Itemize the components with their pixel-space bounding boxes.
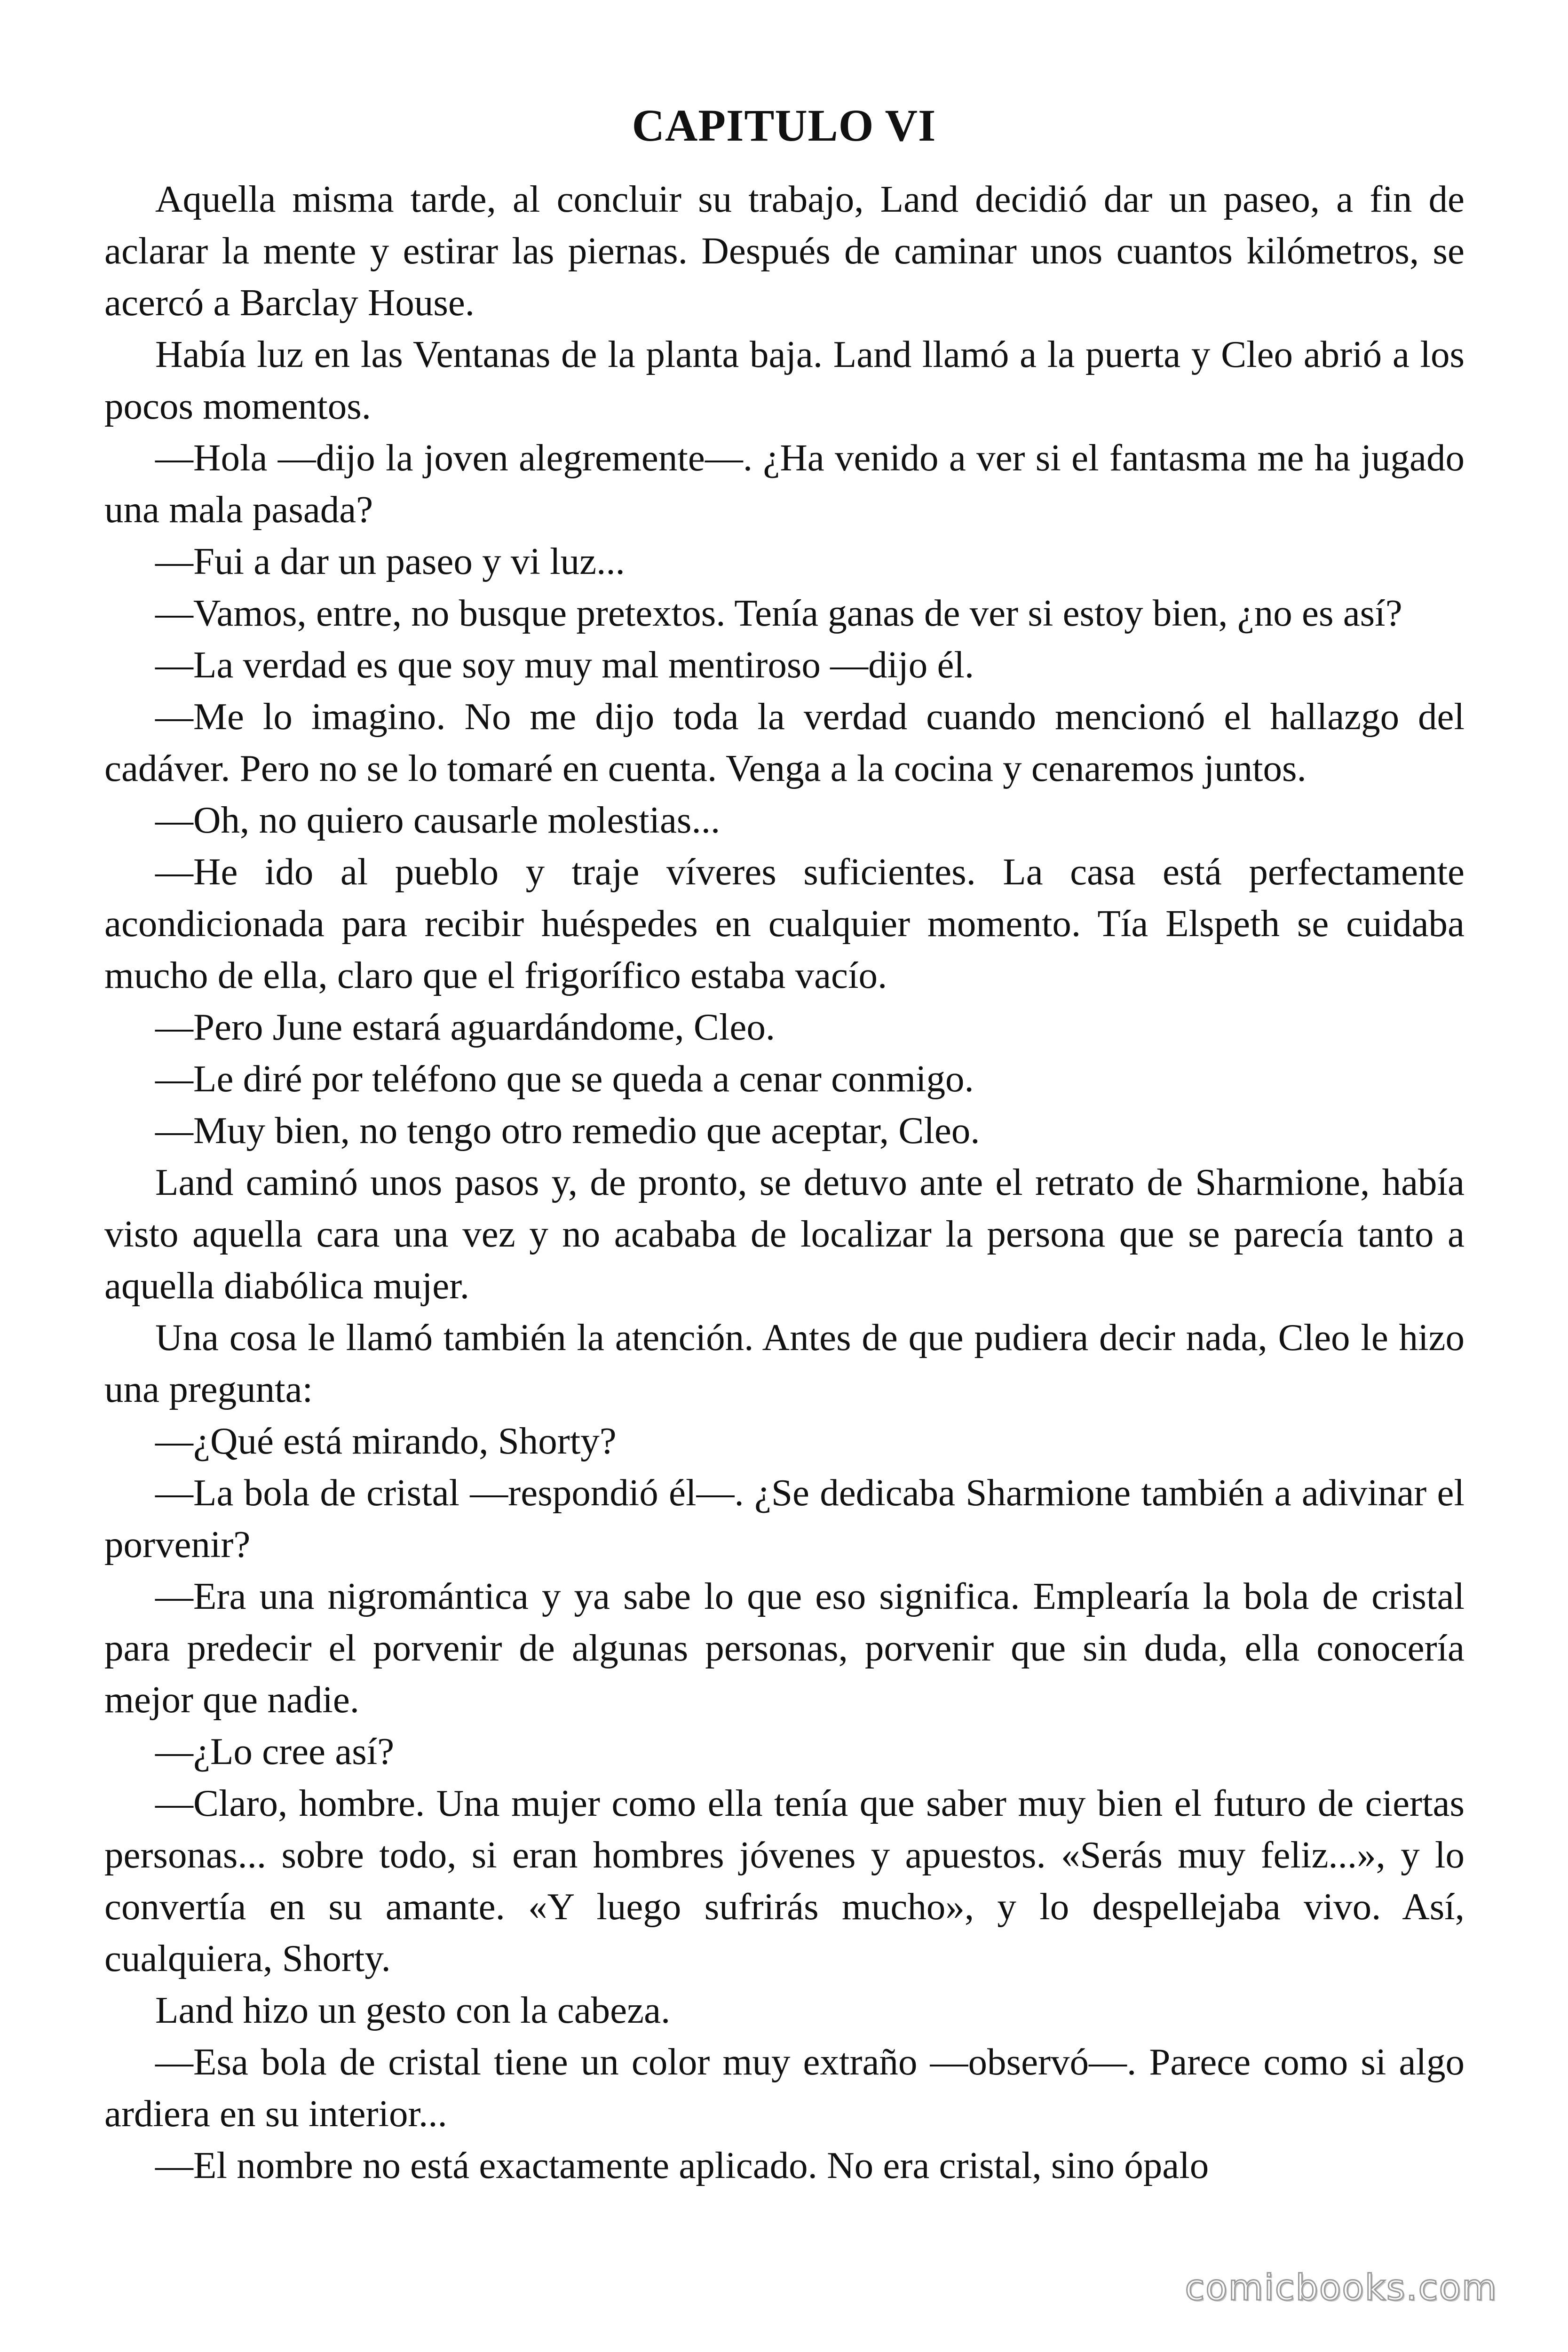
paragraph: Una cosa le llamó también la atención. Antes de que pudiera decir nada, Cleo le hizo una pregunta: (104, 1316, 1465, 1410)
paragraph: —El nombre no está exactamente aplicado. No era cristal, sino ópalo (155, 2144, 1209, 2186)
paragraph: —Pero June estará aguardándome, Cleo. (155, 1006, 776, 1048)
paragraph: —La verdad es que soy muy mal mentiroso —dijo él. (155, 644, 974, 686)
paragraph: —Era una nigromántica y ya sabe lo que eso significa. Emplearía la bola de cristal para predecir el porvenir de algunas personas, porvenir que sin duda, ella conocería mejor que nadie. (104, 1575, 1465, 1721)
paragraph: —Muy bien, no tengo otro remedio que aceptar, Cleo. (155, 1109, 980, 1152)
chapter-body (104, 173, 1465, 2191)
paragraph: —Fui a dar un paseo y vi luz... (155, 540, 625, 582)
paragraph: Land caminó unos pasos y, de pronto, se detuvo ante el retrato de Sharmione, había visto aquella cara una vez y no acababa de localizar la persona que se parecía tanto a aquella diabólica mujer. (104, 1161, 1465, 1307)
paragraph: Había luz en las Ventanas de la planta baja. Land llamó a la puerta y Cleo abrió a los pocos momentos. (104, 333, 1465, 427)
watermark: comicbooks.com (1185, 2266, 1497, 2308)
paragraph: —Le diré por teléfono que se queda a cenar conmigo. (155, 1057, 974, 1100)
paragraph: —La bola de cristal —respondió él—. ¿Se dedicaba Sharmione también a adivinar el porvenir? (104, 1471, 1465, 1565)
paragraph: —Vamos, entre, no busque pretextos. Tenía ganas de ver si estoy bien, ¿no es así? (155, 592, 1402, 634)
paragraph: —He ido al pueblo y traje víveres suficientes. La casa está perfectamente acondicionada para recibir huéspedes en cualquier momento. Tía Elspeth se cuidaba mucho de ella, claro que el frigorífico estaba vacío. (104, 850, 1465, 996)
paragraph: —Hola —dijo la joven alegremente—. ¿Ha venido a ver si el fantasma me ha jugado una mala pasada? (104, 437, 1465, 531)
chapter-title: CAPITULO VI (632, 100, 936, 151)
paragraph: —¿Lo cree así? (155, 1730, 395, 1772)
paragraph: Land hizo un gesto con la cabeza. (155, 1989, 671, 2031)
paragraph: —¿Qué está mirando, Shorty? (155, 1420, 617, 1462)
paragraph: —Claro, hombre. Una mujer como ella tenía que saber muy bien el futuro de ciertas personas... sobre todo, si eran hombres jóvenes y apuestos. «Serás muy feliz...», y lo convertía en su amante. «Y luego sufrirás mucho», y lo despellejaba vivo. Así, cualquiera, Shorty. (104, 1782, 1465, 1979)
paragraph: —Esa bola de cristal tiene un color muy extraño —observó—. Parece como si algo ardiera en su interior... (104, 2041, 1465, 2135)
paragraph: Aquella misma tarde, al concluir su trabajo, Land decidió dar un paseo, a fin de aclarar la mente y estirar las piernas. Después de caminar unos cuantos kilómetros, se acercó a Barclay House. (104, 178, 1465, 324)
paragraph: —Oh, no quiero causarle molestias... (155, 799, 721, 841)
paragraph: —Me lo imagino. No me dijo toda la verdad cuando mencionó el hallazgo del cadáver. Pero no se lo tomaré en cuenta. Venga a la cocina y cenaremos juntos. (104, 695, 1465, 789)
